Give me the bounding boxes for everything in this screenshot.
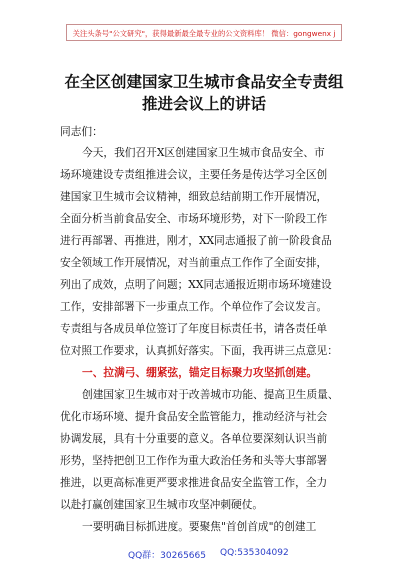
footer-qq-group: QQ群：30265665: [128, 551, 206, 561]
body-line: 安全领域工作开展情况，对当前重点工作作了全面安排，: [60, 256, 328, 269]
body-line: 协调发展，具有十分重要的意义。各单位要深刻认识当前: [60, 432, 328, 445]
footer-qq: QQ:535304092: [220, 548, 289, 558]
body-line: 建国家卫生城市会议精神，细致总结前期工作开展情况，: [60, 190, 328, 203]
body-line: 专责组与各成员单位签订了年度目标责任书，请各责任单: [60, 322, 328, 335]
body-line: 全面分析当前食品安全、市场环境形势，对下一阶段工作: [60, 212, 328, 225]
body-line: 优化市场环境、提升食品安全监管能力，推动经济与社会: [60, 410, 328, 423]
section-heading: 一、拉满弓、绷紧弦，锚定目标聚力攻坚抓创建。: [82, 366, 318, 379]
body-line: 位对照工作要求，认真抓好落实。下面，我再讲三点意见：: [60, 344, 338, 357]
body-line: 工作，安排部署下一步重点工作。个单位作了会议发言。: [60, 300, 328, 313]
body-line: 场环境建设专责组推进会议，主要任务是传达学习全区创: [60, 168, 328, 181]
header-banner: 关注头条号"公文研究"，获得最新最全最专业的公文资料库！ 微信：gongwenx j: [66, 24, 342, 41]
body-line: 创建国家卫生城市对于改善城市功能、提高卫生质量、: [82, 388, 339, 401]
body-line: 以赴打赢创建国家卫生城市攻坚冲刺硬仗。: [60, 498, 264, 511]
body-line: 进行再部署、再推进，刚才，XX同志通报了前一阶段食品: [60, 234, 332, 247]
salutation: 同志们：: [60, 125, 103, 138]
body-line: 列出了成效，点明了问题；XX同志通报近期市场环境建设: [60, 278, 332, 291]
document-title-line-2: 推进会议上的讲话: [141, 94, 266, 113]
body-line: 今天，我们召开X区创建国家卫生城市食品安全、市: [82, 146, 325, 159]
document-title-line-1: 在全区创建国家卫生城市食品安全专责组: [64, 72, 344, 91]
body-line: 推进，以更高标准更严要求推进食品安全监管工作，全力: [60, 476, 328, 489]
body-line: 一要明确目标抓进度。要聚焦"首创首成"的创建工: [82, 520, 317, 533]
body-line: 形势，坚持把创卫工作作为重大政治任务和头等大事部署: [60, 454, 328, 467]
